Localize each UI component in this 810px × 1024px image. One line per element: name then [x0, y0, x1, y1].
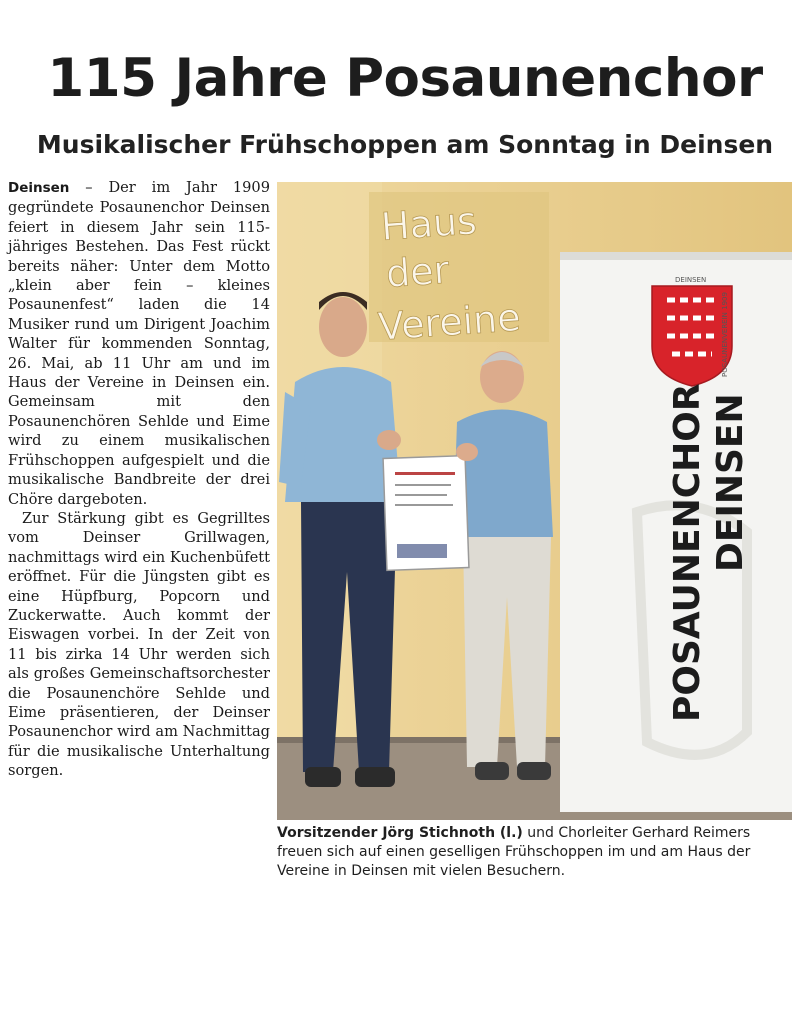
person-left-shoe-left: [305, 767, 341, 787]
caption-text: und Chorleiter Gerhard Reimers freuen sich auf einen geselligen Frühschoppen im und am Haus der Vereine in Deinsen mit vielen Besuchern.: [277, 825, 751, 879]
person-left-head: [319, 297, 367, 357]
hand-right: [456, 443, 478, 461]
person-right-shirt: [453, 410, 553, 538]
rollup-banner: [560, 252, 792, 812]
paragraph-1: [8, 178, 270, 509]
certificate-text-line-2: [395, 494, 447, 496]
article-photo: [277, 182, 792, 820]
wall-sign-line-3: Vereine: [376, 295, 522, 349]
dateline: Deinsen: [8, 180, 70, 196]
person-left-shoe-right: [355, 767, 395, 787]
certificate-title-line: [395, 472, 455, 475]
photo-illustration: [277, 182, 792, 820]
hand-left: [377, 430, 401, 450]
person-right-shoe-right: [517, 762, 551, 780]
crest-shield: [652, 286, 732, 386]
crest-sublabel: POSAUNENVEREIN 1909: [721, 292, 729, 377]
banner-top-bar: [560, 252, 792, 260]
wall-sign-line-1: Haus: [379, 198, 479, 249]
person-right-shoe-left: [475, 762, 509, 780]
subheadline: Musikalischer Frühschoppen am Sonntag in Deinsen: [36, 130, 774, 159]
banner-text-deinsen: DEINSEN: [710, 393, 751, 572]
certificate-text-line-3: [395, 504, 453, 506]
article-body: [8, 178, 270, 781]
paragraph-1-text: – Der im Jahr 1909 gegründete Posaunenchor Deinsen feiert in diesem Jahr sein 115-jähriges Bestehen. Das Fest rückt bereits näher: Unter dem Motto „klein aber fein – kleines Posaunenfest“ laden die 14 Musiker rund um Dirigent Joachim Walter für kommenden Sonntag, 26. Mai, ab 11 Uhr am und im Haus der Vereine in Deinsen ein. Gemeinsam mit den Posaunenchören Sehlde und Eime wird zu einem musikalischen Frühschoppen aufgespielt und die musikalische Bandbreite der drei Chöre dargeboten.: [8, 179, 270, 508]
paragraph-2-text: Zur Stärkung gibt es Gegrilltes vom Deinser Grillwagen, nachmittags wird ein Kuchenbüfett eröffnet. Für die Jüngsten gibt es eine Hüpfburg, Popcorn und Zuckerwatte. Auch kommt der Eiswagen vorbei. In der Zeit von 11 bis zirka 14 Uhr werden sich als großes Gemeinschaftsorchester die Posaunenchöre Sehlde und Eime präsentieren, der Deinser Posaunenchor wird am Nachmittag für die musikalische Unterhaltung sorgen.: [8, 509, 270, 780]
certificate-text-line-1: [395, 484, 451, 486]
paragraph-2: [8, 509, 270, 781]
wall-sign-line-2: der: [384, 247, 451, 296]
certificate-image: [397, 544, 447, 558]
photo-caption: [277, 824, 792, 881]
crest-label: DEINSEN: [675, 276, 707, 284]
banner-text-posaunenchor: POSAUNENCHOR: [667, 383, 708, 722]
headline: 115 Jahre Posaunenchor: [47, 48, 763, 109]
caption-lead: Vorsitzender Jörg Stichnoth (l.): [277, 825, 523, 841]
crest-logo: [652, 276, 732, 386]
